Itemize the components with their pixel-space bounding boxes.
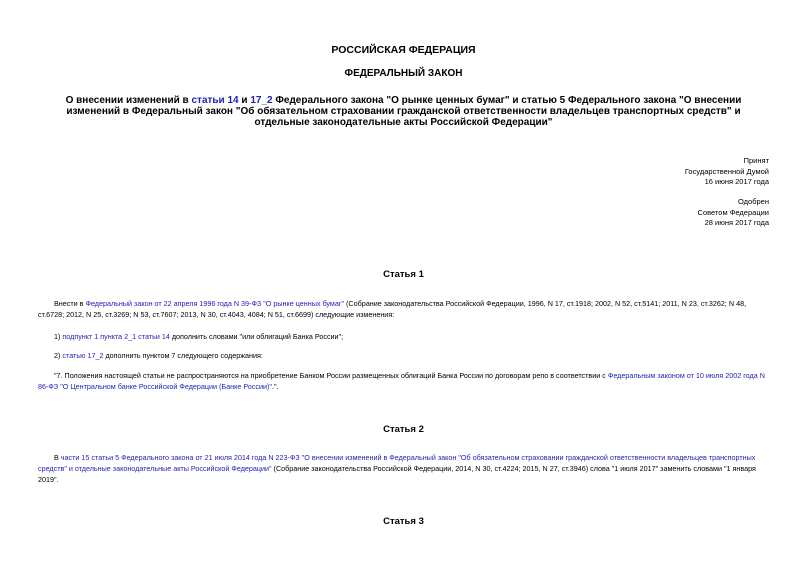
title-link-article-14[interactable]: статьи 14	[191, 95, 239, 106]
a1p2-text-1: 1)	[54, 332, 63, 341]
header-doc-type: ФЕДЕРАЛЬНЫЙ ЗАКОН	[344, 68, 463, 79]
a1p1-text-2: (Собрание законодательства Российской Федерации, 1996, N 17, ст.1918; 2002, N 52, ст.5141; 2011, N 23, ст.3262; N 48, ст.6728; 2012, N 25, ст.3269; N 53, ст.7607; 2013, N 30, ст.4043, 4084; N 51, ст.6699) следующие изменения:	[38, 299, 747, 319]
a1p2-text-2: дополнить словами "или облигаций Банка России";	[169, 332, 344, 341]
article-2-paragraph	[38, 452, 767, 485]
a2p1-text-2: (Собрание законодательства Российской Федерации, 2014, N 30, ст.4224; 2015, N 27, ст.3946) слова "1 июля 2017" заменить словами "1 января 2019".	[38, 464, 756, 484]
approved-body: Советом Федерации	[697, 207, 769, 217]
link-law-39-fz[interactable]: Федеральный закон от 22 апреля 1996 года N 39-ФЗ "О рынке ценных бумаг"	[85, 299, 345, 308]
title-text-3: Федерального закона "О рынке ценных бумаг" и статью 5 Федерального закона "О внесении изменений в Федеральный закон "Об обязательном страховании гражданской ответственности владельцев транспортных средств" и отдельные законодательные акты Российской Федерации"	[66, 95, 742, 128]
link-law-86-fz[interactable]: Федеральным законом от 10 июля 2002 года N 86-ФЗ "О Центральном банке Российской Федерации (Банке России)"	[38, 371, 765, 391]
header-state: РОССИЙСКАЯ ФЕДЕРАЦИЯ	[331, 44, 476, 56]
accepted-block	[685, 156, 769, 188]
link-article-17-2[interactable]: статью 17_2	[62, 351, 104, 360]
link-part-15-article-5-law-223-fz[interactable]: части 15 статьи 5 Федерального закона от 21 июля 2014 года N 223-ФЗ "О внесении изменений в Федеральный закон "Об обязательном страховании гражданской ответственности владельцев транспортных средств" и отдельные законодательные акты Российской Федерации"	[38, 453, 756, 473]
title-text-1: О внесении изменений в	[65, 95, 192, 106]
a1p1-text-1: Внести в	[54, 299, 86, 308]
title-link-article-17-2[interactable]: 17_2	[250, 95, 273, 106]
article-1-item-1	[38, 331, 767, 342]
accepted-body: Государственной Думой	[684, 166, 769, 176]
article-1-item-7-text	[38, 370, 767, 392]
article-2-title: Статья 2	[383, 424, 424, 435]
a1p4-text-1: "7. Положения настоящей статьи не распространяются на приобретение Банком России размещенных облигаций Банка России по договорам репо в соответствии с	[54, 371, 608, 380]
approved-block	[698, 197, 769, 229]
approved-date: 28 июня 2017 года	[704, 218, 769, 227]
law-title	[40, 95, 767, 128]
accepted-date: 16 июня 2017 года	[704, 177, 769, 186]
article-1-paragraph-intro	[38, 298, 767, 320]
accepted-label: Принят	[743, 156, 769, 165]
article-3-title: Статья 3	[383, 516, 424, 527]
a1p3-text-1: 2)	[54, 351, 63, 360]
link-subpoint-1-point-2-1-article-14[interactable]: подпункт 1 пункта 2_1 статьи 14	[62, 332, 170, 341]
article-1-title: Статья 1	[383, 269, 424, 280]
a1p3-text-2: дополнить пунктом 7 следующего содержания:	[103, 351, 263, 360]
title-text-2: и	[238, 95, 251, 106]
a1p4-text-2: .".	[271, 382, 279, 391]
article-1-item-2	[38, 350, 767, 361]
approved-label: Одобрен	[738, 197, 769, 206]
a2p1-text-1: В	[54, 453, 61, 462]
